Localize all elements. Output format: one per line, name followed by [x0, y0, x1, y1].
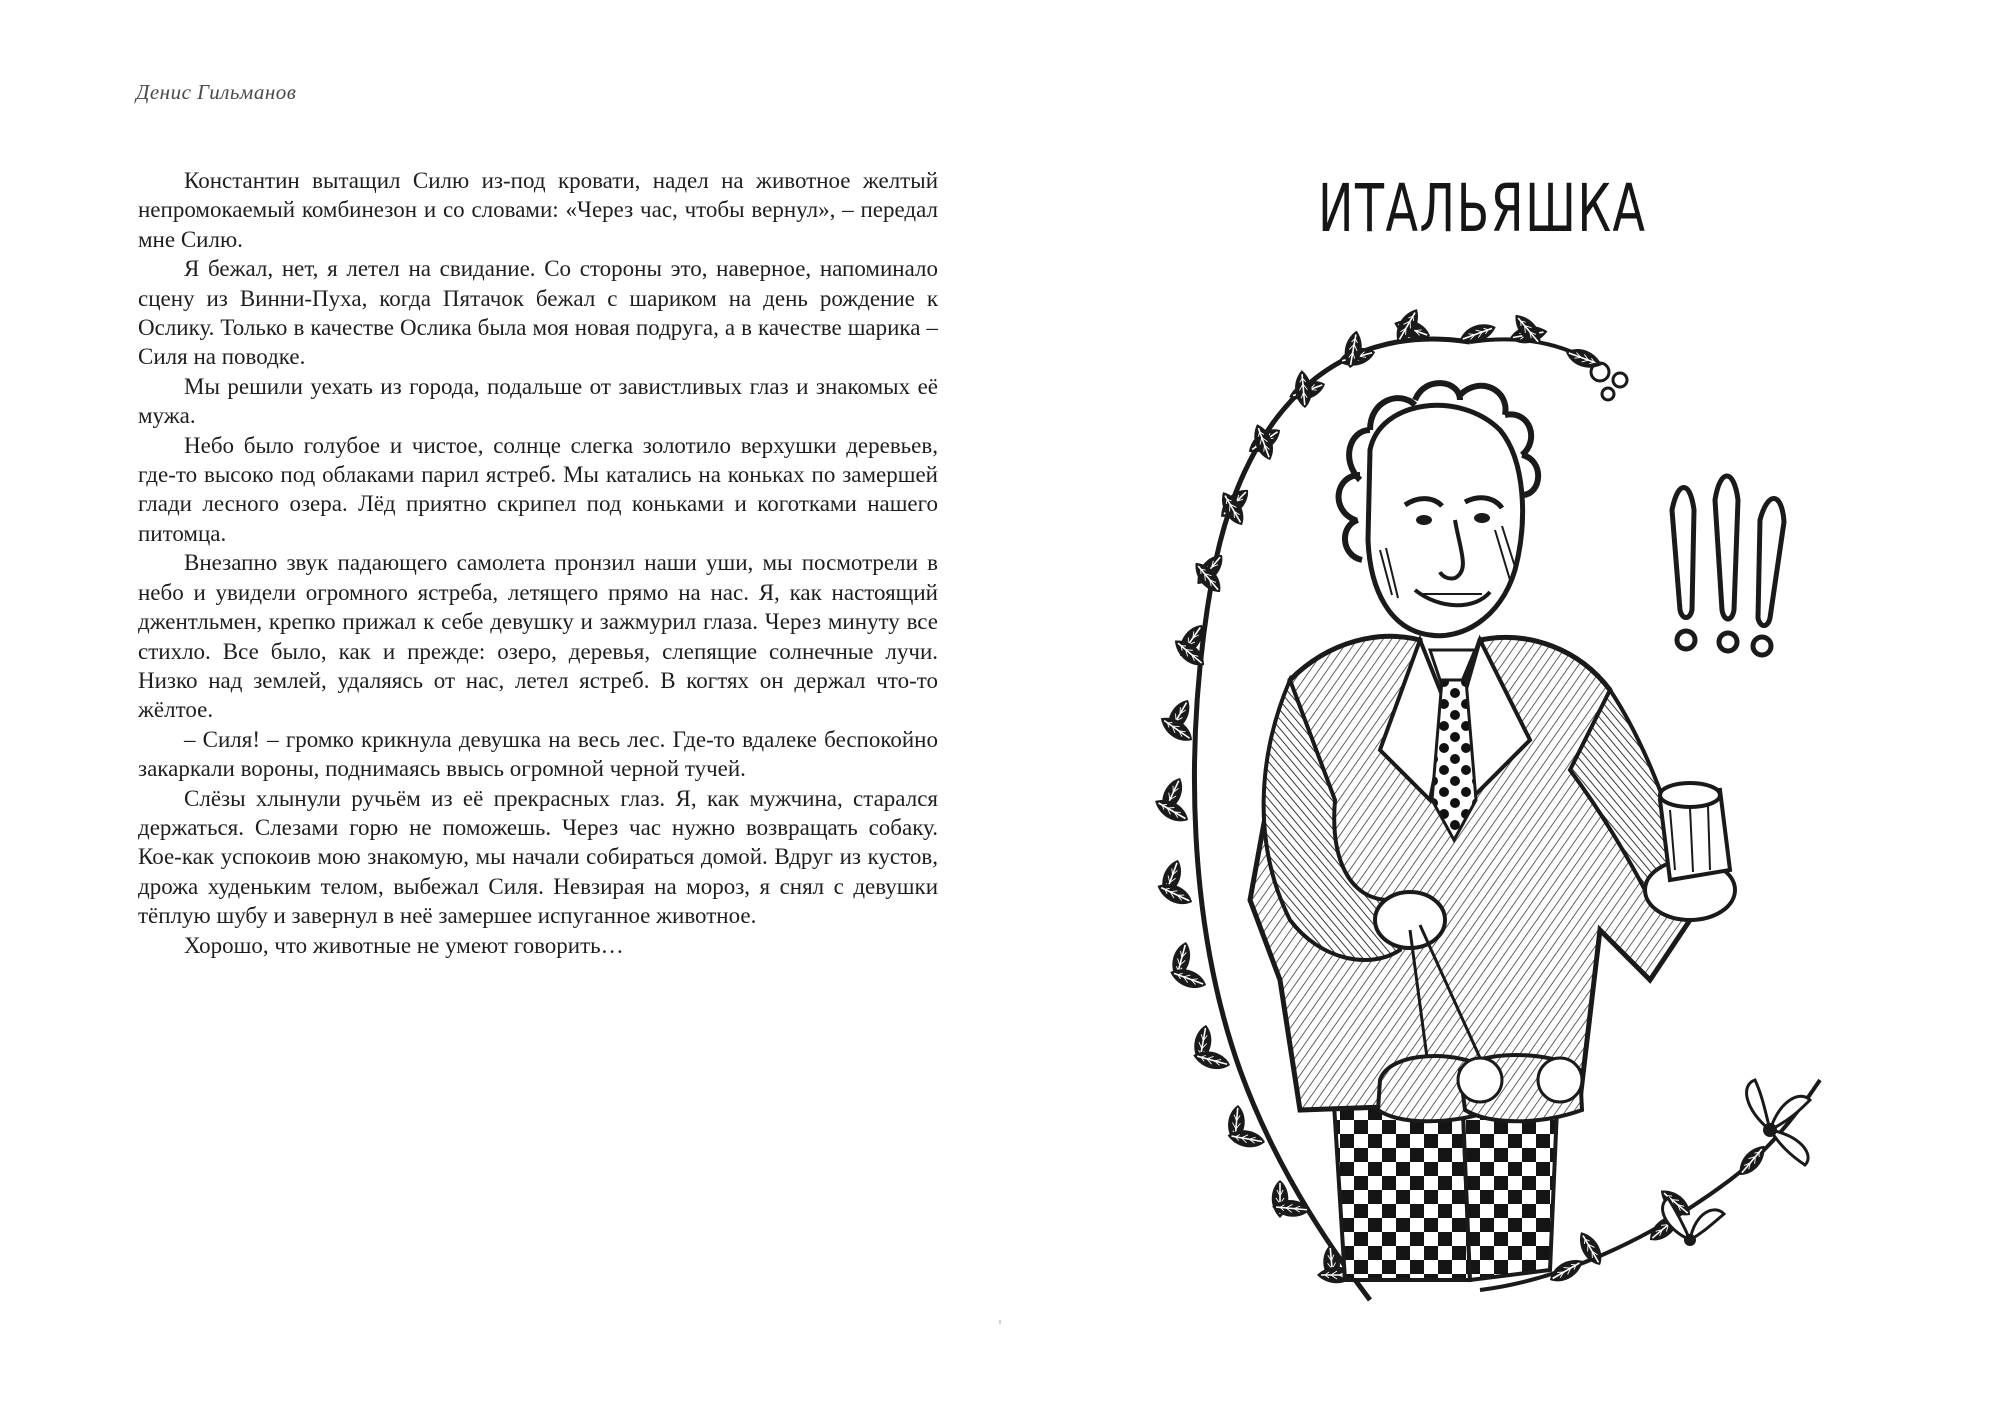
exclamation-marks — [1672, 476, 1784, 655]
body-text — [138, 166, 938, 960]
paragraph: Слёзы хлынули ручьём из её прекрасных глаз. Я, как мужчина, старался держаться. Слезами горю не поможешь. Через час нужно возвращать собаку. Кое-как успокоив мою знакомую, мы начали собираться домой. Вдруг из кустов, дрожа худеньким телом, выбежал Силя. Невзирая на мороз, я снял с девушки тёплую шубу и завернул в неё замершее испуганное животное. — [138, 785, 938, 929]
paragraph: Я бежал, нет, я летел на свидание. Со стороны это, наверное, напоминало сцену из Винни-Пуха, когда Пятачок бежал с шариком на день рождение к Ослику. Только в качестве Ослика была моя новая подруга, а в качестве шарика – Силя на поводке. — [138, 256, 938, 370]
paragraph: Мы решили уехать из города, подальше от завистливых глаз и знакомых её мужа. — [138, 373, 938, 429]
paragraph: Небо было голубое и чистое, солнце слегка золотило верхушки деревьев, где-то высоко под облаками парил ястреб. Мы катались на коньках по замершей глади лесного озера. Лёд приятно скрипел под коньками и коготками нашего питомца. — [138, 432, 938, 546]
running-head: Денис Гильманов — [136, 80, 297, 104]
paragraph: Хорошо, что животные не умеют говорить… — [184, 932, 624, 958]
gutter-mark — [999, 1320, 1001, 1324]
paragraph: Константин вытащил Силю из-под кровати, надел на животное желтый непромокаемый комбинезон и со словами: «Через час, чтобы вернул», – передал мне Силю. — [138, 168, 938, 252]
italian-man-illustration — [1130, 280, 1850, 1340]
paragraph: – Силя! – громко крикнула девушка на весь лес. Где-то вдалеке беспокойно закаркали вороны, поднимаясь ввысь огромной черной тучей. — [138, 726, 938, 782]
man-head — [1339, 383, 1539, 636]
chapter-title: ИТАЛЬЯШКА — [1318, 170, 1647, 247]
paragraph: Внезапно звук падающего самолета пронзил наши уши, мы посмотрели в небо и увидели огромного ястреба, летящего прямо на нас. Я, как настоящий джентльмен, крепко прижал к себе девушку и зажмурил глаза. Через минуту все стихло. Все было, как и прежде: озеро, деревья, слепящие солнечные лучи. Низко над землей, удаляясь от нас, летел ястреб. В когтях он держал что-то жёлтое. — [138, 550, 938, 723]
